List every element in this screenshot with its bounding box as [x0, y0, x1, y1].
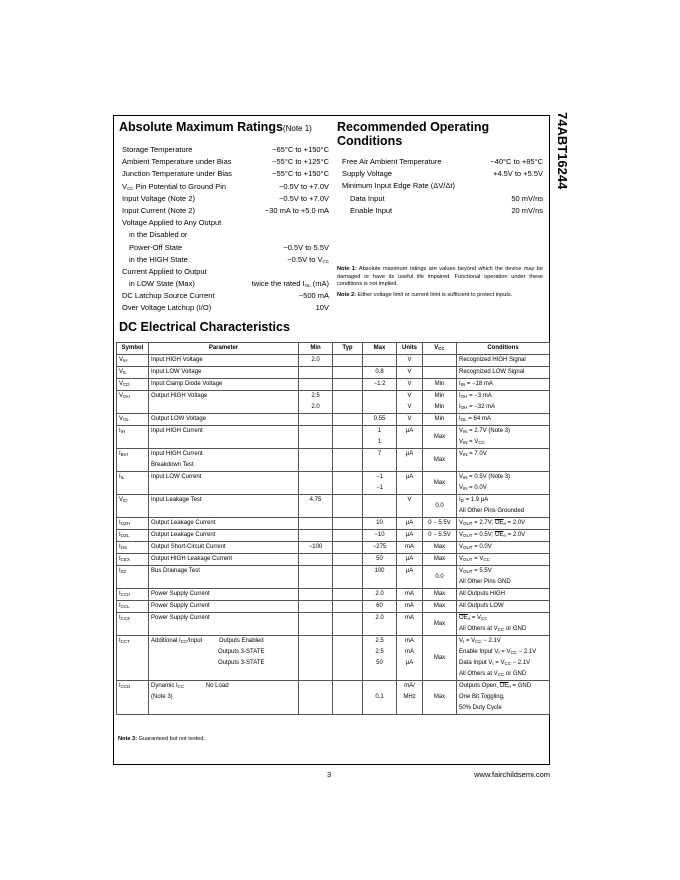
- roc-row-label: Enable Input: [350, 205, 393, 215]
- table-row: [117, 426, 550, 449]
- cell-conditions: Recognized HIGH Signal: [457, 355, 550, 367]
- note-3: [118, 736, 205, 742]
- cell-vcc: Max: [423, 472, 457, 495]
- cell-parameter: Input LOW Current: [149, 472, 299, 495]
- cell-conditions: $V_I = V_{CC} - 2.1V$ Enable Input $V_I = V_{CC} - 2.1V$ Data Input $V_I = V_{CC} - 2.1V$ All Others at $V_{CC}$ or GND: [457, 636, 550, 681]
- cell-max: 0.8: [363, 367, 397, 379]
- table-row: [117, 472, 550, 495]
- absolute-max-ratings: [119, 120, 329, 315]
- cell-vcc: Max: [423, 542, 457, 554]
- header-vcc-sub: CC: [438, 346, 445, 351]
- cell-symbol: $I_{CCT}$: [117, 636, 149, 681]
- roc-row: [337, 205, 543, 217]
- cell-vcc: Max: [423, 426, 457, 449]
- cell-min: [299, 681, 333, 715]
- note-3-text: Guaranteed but not tested.: [138, 736, 206, 742]
- cell-vcc: Max: [423, 449, 457, 472]
- note-2-label: Note 2:: [337, 291, 356, 298]
- cell-parameter: Input HIGH Current: [149, 426, 299, 449]
- table-row: [117, 449, 550, 472]
- amr-row: [119, 193, 329, 205]
- header-symbol: Symbol: [117, 343, 149, 355]
- cell-symbol: $V_{IH}$: [117, 355, 149, 367]
- note-3-label: Note 3:: [118, 736, 137, 742]
- roc-rows: [337, 156, 543, 217]
- table-row: [117, 391, 550, 414]
- cell-units: μA: [397, 530, 423, 542]
- cell-typ: [333, 355, 363, 367]
- roc-row-label: Free Air Ambient Temperature: [342, 157, 442, 166]
- header-max: Max: [363, 343, 397, 355]
- cell-units: μA: [397, 449, 423, 472]
- roc-title-line2: Conditions: [337, 134, 403, 148]
- cell-min: 2.0: [299, 355, 333, 367]
- cell-max: −10: [363, 530, 397, 542]
- amr-row-label: Current Applied to Output: [122, 266, 207, 276]
- cell-typ: [333, 414, 363, 426]
- cell-min: [299, 636, 333, 681]
- cell-min: [299, 566, 333, 589]
- table-row: [117, 495, 550, 518]
- cell-min: [299, 472, 333, 495]
- cell-symbol: $I_{CCH}$: [117, 589, 149, 601]
- cell-typ: [333, 367, 363, 379]
- cell-conditions: Recognized LOW Signal: [457, 367, 550, 379]
- cell-units: V: [397, 379, 423, 391]
- roc-row-value: −40°C to +85°C: [490, 157, 543, 166]
- cell-symbol: $I_{OS}$: [117, 542, 149, 554]
- part-number-label: 74ABT16244: [555, 112, 570, 190]
- side-part-number: [552, 112, 572, 232]
- amr-row-label: Over Voltage Latchup (I/O): [122, 303, 212, 313]
- cell-min: [299, 414, 333, 426]
- cell-max: 100: [363, 566, 397, 589]
- roc-row-value: +4.5V to +5.5V: [492, 169, 543, 179]
- cell-vcc: 0.0: [423, 566, 457, 589]
- amr-row-value: −30 mA to +5.0 mA: [264, 205, 329, 215]
- cell-max: 1 1: [363, 426, 397, 449]
- cell-typ: [333, 681, 363, 715]
- cell-typ: [333, 613, 363, 636]
- cell-parameter: Input Clamp Diode Voltage: [149, 379, 299, 391]
- cell-conditions: $I_{OH} = -3$ mA $I_{OH} = -32$ mA: [457, 391, 550, 414]
- cell-typ: [333, 472, 363, 495]
- cell-vcc: [423, 355, 457, 367]
- cell-conditions: All Outputs HIGH: [457, 589, 550, 601]
- table-row: [117, 414, 550, 426]
- cell-conditions: $V_{OUT} = 0.0V$: [457, 542, 550, 554]
- amr-row: [119, 278, 329, 290]
- roc-row-label: Minimum Input Edge Rate (ΔV/Δt): [342, 181, 455, 191]
- cell-min: 2.5 2.0: [299, 391, 333, 414]
- cell-parameter: Input LOW Voltage: [149, 367, 299, 379]
- cell-symbol: $I_{CCD}$: [117, 681, 149, 715]
- table-row: [117, 530, 550, 542]
- cell-min: [299, 554, 333, 566]
- cell-symbol: $I_{OZL}$: [117, 530, 149, 542]
- roc-row: [337, 156, 543, 168]
- cell-vcc: Max: [423, 681, 457, 715]
- cell-max: [363, 391, 397, 414]
- amr-row-label: Junction Temperature under Bias: [122, 169, 232, 179]
- amr-row-label: Power-Off State: [129, 242, 183, 252]
- cell-max: 7: [363, 449, 397, 472]
- cell-conditions: $V_{OUT} = V_{CC}$: [457, 554, 550, 566]
- amr-row: [119, 290, 329, 302]
- amr-title-note: (Note 1): [282, 124, 312, 133]
- table-row: [117, 566, 550, 589]
- cell-symbol: $V_{ID}$: [117, 495, 149, 518]
- amr-row-label: Ambient Temperature under Bias: [122, 157, 232, 167]
- amr-row: [119, 205, 329, 217]
- table-row: [117, 379, 550, 391]
- cell-max: 0.55: [363, 414, 397, 426]
- table-row: [117, 636, 550, 681]
- amr-row-value: −0.5V to +7.0V: [278, 193, 329, 203]
- cell-conditions: Outputs Open, $\overline{OE}_n$ = GND One Bit Toggling, 50% Duty Cycle: [457, 681, 550, 715]
- table-row: [117, 542, 550, 554]
- cell-symbol: $I_{CCZ}$: [117, 613, 149, 636]
- cell-max: −275: [363, 542, 397, 554]
- cell-min: [299, 589, 333, 601]
- amr-row-label: $V_{CC}$ Pin Potential to Ground Pin: [122, 181, 227, 191]
- cell-symbol: $I_{CCL}$: [117, 601, 149, 613]
- cell-min: 4.75: [299, 495, 333, 518]
- amr-row-label: DC Latchup Source Current: [122, 291, 215, 301]
- amr-row: [119, 229, 329, 241]
- dc-title: DC Electrical Characteristics: [119, 320, 290, 334]
- cell-symbol: $V_{OL}$: [117, 414, 149, 426]
- cell-parameter: Output Short-Circuit Current: [149, 542, 299, 554]
- amr-row-label: in LOW State (Max): [129, 279, 195, 289]
- cell-parameter: Bus Drainage Test: [149, 566, 299, 589]
- amr-row-label: Input Voltage (Note 2): [122, 193, 195, 203]
- dc-table-body: [117, 355, 550, 715]
- cell-units: μA: [397, 472, 423, 495]
- cell-parameter: Input HIGH Current Breakdown Test: [149, 449, 299, 472]
- table-row: [117, 355, 550, 367]
- cell-max: 10: [363, 518, 397, 530]
- table-header-row: [117, 343, 550, 355]
- cell-typ: [333, 449, 363, 472]
- cell-max: −1 −1: [363, 472, 397, 495]
- table-row: [117, 554, 550, 566]
- cell-min: [299, 613, 333, 636]
- cell-parameter: Output Leakage Current: [149, 518, 299, 530]
- cell-units: V V: [397, 391, 423, 414]
- notes-block: [337, 266, 543, 302]
- cell-min: −100: [299, 542, 333, 554]
- cell-units: mA: [397, 601, 423, 613]
- cell-units: mA: [397, 589, 423, 601]
- roc-title: [337, 120, 543, 148]
- roc-row-value: 20 mV/ns: [511, 205, 543, 215]
- cell-parameter: Additional $I_{CC}$/Input Outputs Enabled Outputs 3-STATE Outputs 3-STATE: [149, 636, 299, 681]
- amr-row: [119, 302, 329, 314]
- cell-typ: [333, 554, 363, 566]
- amr-row-value: −0.5V to $V_{CC}$: [287, 254, 329, 264]
- cell-typ: [333, 518, 363, 530]
- cell-symbol: $I_{ZZ}$: [117, 566, 149, 589]
- roc-row: [337, 180, 543, 192]
- recommended-operating-conditions: [337, 120, 543, 217]
- cell-vcc: Max: [423, 554, 457, 566]
- cell-parameter: Output HIGH Leakage Current: [149, 554, 299, 566]
- roc-row-value: 50 mV/ns: [511, 193, 543, 203]
- cell-units: mA: [397, 542, 423, 554]
- cell-conditions: $I_{OL} = 64$ mA: [457, 414, 550, 426]
- cell-symbol: $V_{IL}$: [117, 367, 149, 379]
- header-min: Min: [299, 343, 333, 355]
- table-row: [117, 681, 550, 715]
- note-1-text: Absolute maximum ratings are values beyond which the device may be damaged or have its useful life impaired. Functional operation under these conditions is not implied.: [337, 266, 543, 288]
- amr-row: [119, 217, 329, 229]
- cell-parameter: Power Supply Current: [149, 601, 299, 613]
- cell-symbol: $I_{BVI}$: [117, 449, 149, 472]
- amr-row-label: Storage Temperature: [122, 145, 193, 154]
- cell-conditions: $V_{IN} = 7.0V$: [457, 449, 550, 472]
- cell-vcc: Max: [423, 589, 457, 601]
- note-1-label: Note 1:: [337, 266, 357, 272]
- cell-typ: [333, 426, 363, 449]
- cell-conditions: $\overline{OE}_n = V_{CC}$ All Others at $V_{CC}$ or GND: [457, 613, 550, 636]
- amr-row: [119, 168, 329, 180]
- amr-sub: OL: [304, 283, 311, 289]
- cell-units: V: [397, 367, 423, 379]
- amr-title: [119, 120, 329, 136]
- amr-row-value: −0.5V to +7.0V: [278, 181, 329, 191]
- amr-row-value: −65°C to +150°C: [272, 145, 329, 154]
- cell-conditions: $V_{IN} = 0.5V$ (Note 3) $V_{IN} = 0.0V$: [457, 472, 550, 495]
- header-vcc-v: V: [434, 345, 439, 351]
- cell-units: μA: [397, 426, 423, 449]
- cell-typ: [333, 589, 363, 601]
- cell-units: μA: [397, 518, 423, 530]
- roc-row: [337, 193, 543, 205]
- cell-parameter: Output LOW Voltage: [149, 414, 299, 426]
- amr-row-value: −0.5V to 5.5V: [283, 242, 329, 252]
- cell-vcc: [423, 367, 457, 379]
- cell-max: [363, 355, 397, 367]
- cell-max: 2.0: [363, 589, 397, 601]
- cell-conditions: $V_{IN} = 2.7V$ (Note 3) $V_{IN} = V_{CC}$: [457, 426, 550, 449]
- cell-conditions: $I_{IN} = -18$ mA: [457, 379, 550, 391]
- cell-max: 60: [363, 601, 397, 613]
- amr-sub: CC: [322, 258, 329, 264]
- cell-symbol: $I_{IH}$: [117, 426, 149, 449]
- cell-parameter: Output Leakage Current: [149, 530, 299, 542]
- cell-min: [299, 601, 333, 613]
- cell-min: [299, 379, 333, 391]
- table-row: [117, 613, 550, 636]
- cell-parameter: Output HIGH Voltage: [149, 391, 299, 414]
- cell-vcc: Min: [423, 379, 457, 391]
- cell-typ: [333, 636, 363, 681]
- cell-units: V: [397, 414, 423, 426]
- amr-row-label: in the Disabled or: [129, 230, 188, 240]
- note-2-text: Either voltage limit or current limit is sufficient to protect inputs.: [357, 291, 513, 298]
- table-row: [117, 518, 550, 530]
- cell-units: mA: [397, 613, 423, 636]
- cell-min: [299, 367, 333, 379]
- cell-min: [299, 449, 333, 472]
- roc-row: [337, 168, 543, 180]
- cell-typ: [333, 391, 363, 414]
- cell-vcc: 0.0: [423, 495, 457, 518]
- cell-max: [363, 495, 397, 518]
- cell-vcc: Max: [423, 601, 457, 613]
- cell-conditions: $V_{OUT} = 2.7V$; $\overline{OE}_n = 2.0V$: [457, 518, 550, 530]
- amr-row-value: −55°C to +150°C: [272, 169, 329, 179]
- page-number: 3: [327, 770, 332, 779]
- cell-units: mA/ MHz: [397, 681, 423, 715]
- table-row: [117, 601, 550, 613]
- cell-vcc: Min Min: [423, 391, 457, 414]
- cell-typ: [333, 542, 363, 554]
- amr-row-label: Voltage Applied to Any Output: [122, 218, 222, 228]
- cell-symbol: $I_{CEX}$: [117, 554, 149, 566]
- cell-typ: [333, 530, 363, 542]
- cell-max: 2.0: [363, 613, 397, 636]
- amr-row: [119, 266, 329, 278]
- cell-min: [299, 518, 333, 530]
- amr-rows: [119, 144, 329, 315]
- cell-max: 50: [363, 554, 397, 566]
- dc-characteristics-table: [116, 342, 550, 715]
- cell-max: 2.5 2.5 50: [363, 636, 397, 681]
- cell-typ: [333, 495, 363, 518]
- cell-vcc: 0 − 5.5V: [423, 518, 457, 530]
- cell-parameter: Power Supply Current: [149, 613, 299, 636]
- roc-title-line1: Recommended Operating: [337, 120, 490, 134]
- cell-vcc: Max: [423, 613, 457, 636]
- cell-typ: [333, 379, 363, 391]
- header-typ: Typ: [333, 343, 363, 355]
- header-vcc: [423, 343, 457, 355]
- roc-row-label: Supply Voltage: [342, 169, 393, 179]
- amr-sub: CC: [127, 185, 134, 191]
- cell-units: V: [397, 355, 423, 367]
- cell-conditions: $I_D = 1.9$ μA All Other Pins Grounded: [457, 495, 550, 518]
- cell-vcc: Min: [423, 414, 457, 426]
- amr-row: [119, 242, 329, 254]
- table-row: [117, 589, 550, 601]
- amr-row-label: Input Current (Note 2): [122, 205, 195, 215]
- roc-row-label: Data Input: [350, 193, 385, 203]
- cell-units: V: [397, 495, 423, 518]
- cell-max: 0.1: [363, 681, 397, 715]
- cell-typ: [333, 601, 363, 613]
- cell-parameter: Dynamic $I_{CC}$ No Load (Note 3): [149, 681, 299, 715]
- cell-conditions: $V_{OUT} = 5.5V$ All Other Pins GND: [457, 566, 550, 589]
- cell-symbol: $I_{OZH}$: [117, 518, 149, 530]
- amr-row: [119, 144, 329, 156]
- cell-vcc: Max: [423, 636, 457, 681]
- amr-row: [119, 181, 329, 193]
- header-parameter: Parameter: [149, 343, 299, 355]
- amr-row-value: twice the rated $I_{OL}$ (mA): [251, 279, 329, 289]
- amr-row-label: in the HIGH State: [129, 254, 188, 264]
- cell-symbol: $V_{OH}$: [117, 391, 149, 414]
- amr-row-value: −55°C to +125°C: [272, 157, 329, 167]
- header-units: Units: [397, 343, 423, 355]
- amr-row-value: −500 mA: [298, 291, 329, 301]
- amr-row: [119, 156, 329, 168]
- cell-typ: [333, 566, 363, 589]
- cell-units: μA: [397, 554, 423, 566]
- cell-parameter: Input HIGH Voltage: [149, 355, 299, 367]
- cell-max: −1.2: [363, 379, 397, 391]
- cell-symbol: $I_{IL}$: [117, 472, 149, 495]
- cell-vcc: 0 − 5.5V: [423, 530, 457, 542]
- cell-min: [299, 426, 333, 449]
- amr-row-value: 10V: [315, 303, 329, 313]
- header-conditions: Conditions: [457, 343, 550, 355]
- cell-units: μA: [397, 566, 423, 589]
- table-row: [117, 367, 550, 379]
- note-1: [337, 266, 543, 289]
- footer-url[interactable]: www.fairchildsemi.com: [474, 770, 550, 779]
- note-2: [337, 292, 543, 300]
- amr-title-text: Absolute Maximum Ratings: [119, 120, 283, 134]
- cell-min: [299, 530, 333, 542]
- amr-row: [119, 254, 329, 266]
- cell-units: mA mA μA: [397, 636, 423, 681]
- cell-conditions: $V_{OUT} = 0.5V$; $\overline{OE}_n = 2.0V$: [457, 530, 550, 542]
- cell-conditions: All Outputs LOW: [457, 601, 550, 613]
- cell-symbol: $V_{CD}$: [117, 379, 149, 391]
- cell-parameter: Input Leakage Test: [149, 495, 299, 518]
- cell-parameter: Power Supply Current: [149, 589, 299, 601]
